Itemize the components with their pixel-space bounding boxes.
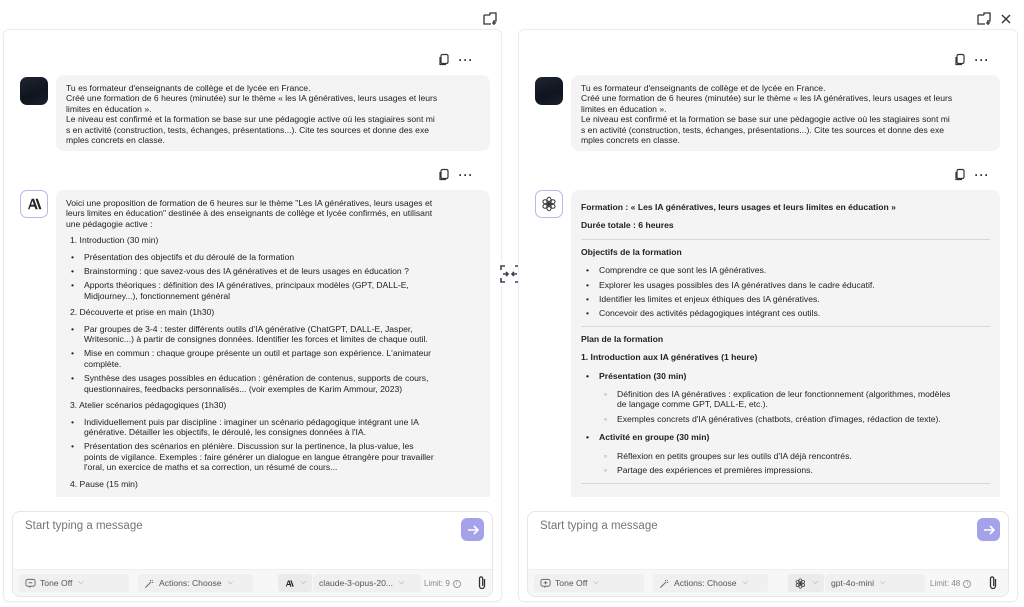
limit-label: Limit: 48 (930, 579, 961, 588)
user-avatar (20, 77, 48, 105)
message-line: leurs limites en éducation" destinée à des enseignants de collège et lycée confirmés, en utilisant (66, 208, 433, 219)
plan-heading: Plan de la formation (581, 333, 664, 344)
list-item: • Présentation des objectifs et du déroulé de la formation (66, 252, 480, 262)
provider-dropdown[interactable] (788, 574, 824, 592)
message-line: limites en éducation ». (66, 103, 152, 114)
chevron-down-icon: ⌵ (742, 579, 748, 586)
magic-wand-icon (144, 578, 155, 589)
objectives-heading: Objectifs de la formation (581, 246, 682, 257)
message-list[interactable] (4, 30, 501, 497)
new-chat-icon[interactable] (482, 11, 498, 27)
model-label: claude-3-opus-20... (319, 578, 394, 588)
message-line: Le niveau est confirmé et la formation se base sur une pédagogie active où les stagiaires sont mi (66, 114, 435, 125)
section-title: 4. Pause (15 min) (70, 478, 138, 489)
message-input[interactable] (540, 520, 958, 532)
assistant-message (571, 190, 1000, 497)
list-item: ◦ Partage des expériences et premières impressions. (599, 465, 990, 475)
list-item: • Apports théoriques : définition des IA génératives, principaux modèles (GPT, DALL-E, Midjourney...), fonctionnement général (66, 280, 480, 301)
usage-limit (424, 579, 461, 588)
message-line: Tu es formateur d'enseignants de collège et de lycée en France. (66, 83, 311, 93)
list-item: • Synthèse des usages possibles en éducation : génération de contenus, supports de cours, questionnaires, feedbacks personnalisés... (voir exemples de Karim Ammour, 2023) (66, 373, 480, 394)
user-message (571, 75, 1000, 151)
more-options-icon[interactable]: ··· (974, 168, 990, 182)
message-composer (12, 511, 493, 597)
message-line: s en activité (construction, tests, échanges, présentations...). Cite tes sources et donne des exe (581, 124, 945, 135)
send-button[interactable] (461, 518, 484, 541)
chevron-down-icon: ⌵ (78, 579, 84, 586)
list-item: • Présentation (30 min) (581, 371, 990, 381)
module-title: 1. Introduction aux IA génératives (1 heure) (581, 352, 758, 363)
tone-icon (540, 578, 551, 589)
model-label: gpt-4o-mini (831, 578, 874, 588)
message-line: une pédagogie active : (66, 218, 153, 229)
anthropic-logo-icon (20, 190, 48, 218)
copy-icon[interactable] (953, 53, 967, 67)
actions-dropdown[interactable] (653, 574, 768, 592)
user-message-actions (953, 52, 993, 68)
message-line: Tu es formateur d'enseignants de collège et de lycée en France. (581, 83, 826, 93)
message-list[interactable] (519, 30, 1017, 497)
assistant-message-actions (437, 167, 477, 183)
message-line: Créé une formation de 6 heures (minutée) sur le thème « les IA génératives, leurs usages et leurs (581, 93, 953, 104)
message-composer (527, 511, 1009, 597)
model-dropdown[interactable] (825, 574, 925, 592)
info-icon[interactable]: i (453, 580, 461, 588)
divider (581, 239, 990, 240)
list-item: • Brainstorming : que savez-vous des IA génératives et de leurs usages en éducation ? (66, 266, 480, 276)
list-item: • Présentation des scénarios en plénière. Discussion sur la pertinence, la plus-value, les points de vigilance. Exemples : faire générer un dialogue en langue étrangère pour travailler l'oral, un exercice de maths et sa correction, un résumé de cours... (66, 441, 480, 472)
list-item: • Activité en groupe (30 min) (581, 432, 990, 442)
chevron-down-icon: ⌵ (399, 579, 405, 586)
actions-label: Actions: Choose (159, 578, 222, 588)
list-item: • Individuellement puis par discipline : imaginer un scénario pédagogique intégrant une IA générative. Détailler les objectifs, le déroulé, les consignes données à l'IA. (66, 417, 480, 438)
openai-logo-icon (794, 577, 807, 590)
magic-wand-icon (659, 578, 670, 589)
chevron-down-icon: ⌵ (300, 579, 306, 586)
copy-icon[interactable] (953, 168, 967, 182)
list-item: • Mise en commun : chaque groupe présente un outil et partage son expérience. L'animateur complète. (66, 348, 480, 369)
list-item: ◦ Réflexion en petits groupes sur les outils d'IA déjà rencontrés. (599, 451, 990, 461)
model-dropdown[interactable] (313, 574, 421, 592)
user-message (56, 75, 490, 151)
chevron-down-icon: ⌵ (227, 579, 233, 586)
response-title: Formation : « Les IA génératives, leurs usages et leurs limites en éducation » (581, 202, 896, 212)
provider-dropdown[interactable] (278, 574, 312, 592)
message-line: Créé une formation de 6 heures (minutée) sur le thème « les IA génératives, leurs usages et leurs (66, 93, 438, 104)
composer-toolbar (528, 569, 1008, 596)
list-item: • Comprendre ce que sont les IA génératives. (581, 265, 990, 275)
copy-icon[interactable] (437, 168, 451, 182)
divider (581, 483, 990, 484)
response-duration: Durée totale : 6 heures (581, 220, 674, 231)
arrow-right-icon (466, 523, 480, 537)
chevron-down-icon: ⌵ (880, 579, 886, 586)
chat-panel-gpt (518, 29, 1018, 602)
list-item: ◦ Exemples concrets d'IA génératives (chatbots, création d'images, rédaction de texte). (599, 414, 990, 424)
chat-panel-claude (3, 29, 502, 602)
tone-dropdown[interactable] (534, 574, 644, 592)
list-item: • Par groupes de 3-4 : tester différents outils d'IA générative (ChatGPT, DALL-E, Jasper, Writesonic...) à partir de consignes données. Identifier les forces et limites de chaque outil. (66, 324, 480, 345)
chevron-down-icon: ⌵ (593, 579, 599, 586)
new-chat-icon[interactable] (976, 11, 992, 27)
copy-icon[interactable] (437, 53, 451, 67)
chevron-down-icon: ⌵ (812, 579, 818, 586)
send-button[interactable] (977, 518, 1000, 541)
list-item: • Identifier les limites et enjeux éthiques des IA génératives. (581, 294, 990, 304)
message-line: s en activité (construction, tests, échanges, présentations...). Cite tes sources et donne des exe (66, 124, 430, 135)
tone-label: Tone Off (40, 578, 73, 588)
message-line: Voici une proposition de formation de 6 heures sur le thème "Les IA génératives, leurs usages et (66, 198, 433, 208)
list-item: ◦ Définition des IA génératives : explication de leur fonctionnement (algorithmes, modèles de langage comme GPT, DALL-E, etc.). (599, 389, 990, 410)
list-item: • Explorer les usages possibles des IA génératives dans le cadre éducatif. (581, 280, 990, 290)
message-line: mples concrets en classe. (581, 135, 680, 146)
user-message-actions (437, 52, 477, 68)
more-options-icon[interactable]: ··· (458, 168, 474, 182)
attach-icon[interactable] (476, 575, 488, 591)
assistant-message (56, 190, 490, 497)
message-input[interactable] (25, 520, 442, 532)
section-title: 3. Atelier scénarios pédagogiques (1h30) (70, 400, 227, 411)
limit-label: Limit: 9 (424, 579, 450, 588)
message-line: mples concrets en classe. (66, 135, 165, 146)
arrow-right-icon (982, 523, 996, 537)
message-line: Le niveau est confirmé et la formation se base sur une pédagogie active où les stagiaires sont mi (581, 114, 950, 125)
actions-label: Actions: Choose (674, 578, 737, 588)
tone-icon (25, 578, 36, 589)
more-options-icon[interactable]: ··· (974, 53, 990, 67)
section-title: 1. Introduction (30 min) (70, 235, 159, 246)
usage-limit (930, 579, 971, 588)
message-line: limites en éducation ». (581, 103, 667, 114)
openai-logo-icon (535, 190, 563, 218)
section-title: 2. Découverte et prise en main (1h30) (70, 307, 215, 318)
actions-dropdown[interactable] (138, 574, 253, 592)
more-options-icon[interactable]: ··· (458, 53, 474, 67)
attach-icon[interactable] (987, 575, 999, 591)
user-avatar (535, 77, 563, 105)
tone-dropdown[interactable] (19, 574, 129, 592)
anthropic-logo-icon (284, 577, 295, 590)
close-icon[interactable] (998, 11, 1014, 27)
composer-toolbar (13, 569, 492, 596)
list-item: • Concevoir des activités pédagogiques intégrant ces outils. (581, 308, 990, 318)
tone-label: Tone Off (555, 578, 588, 588)
info-icon[interactable]: i (963, 580, 971, 588)
assistant-message-actions (953, 167, 993, 183)
divider (581, 326, 990, 327)
